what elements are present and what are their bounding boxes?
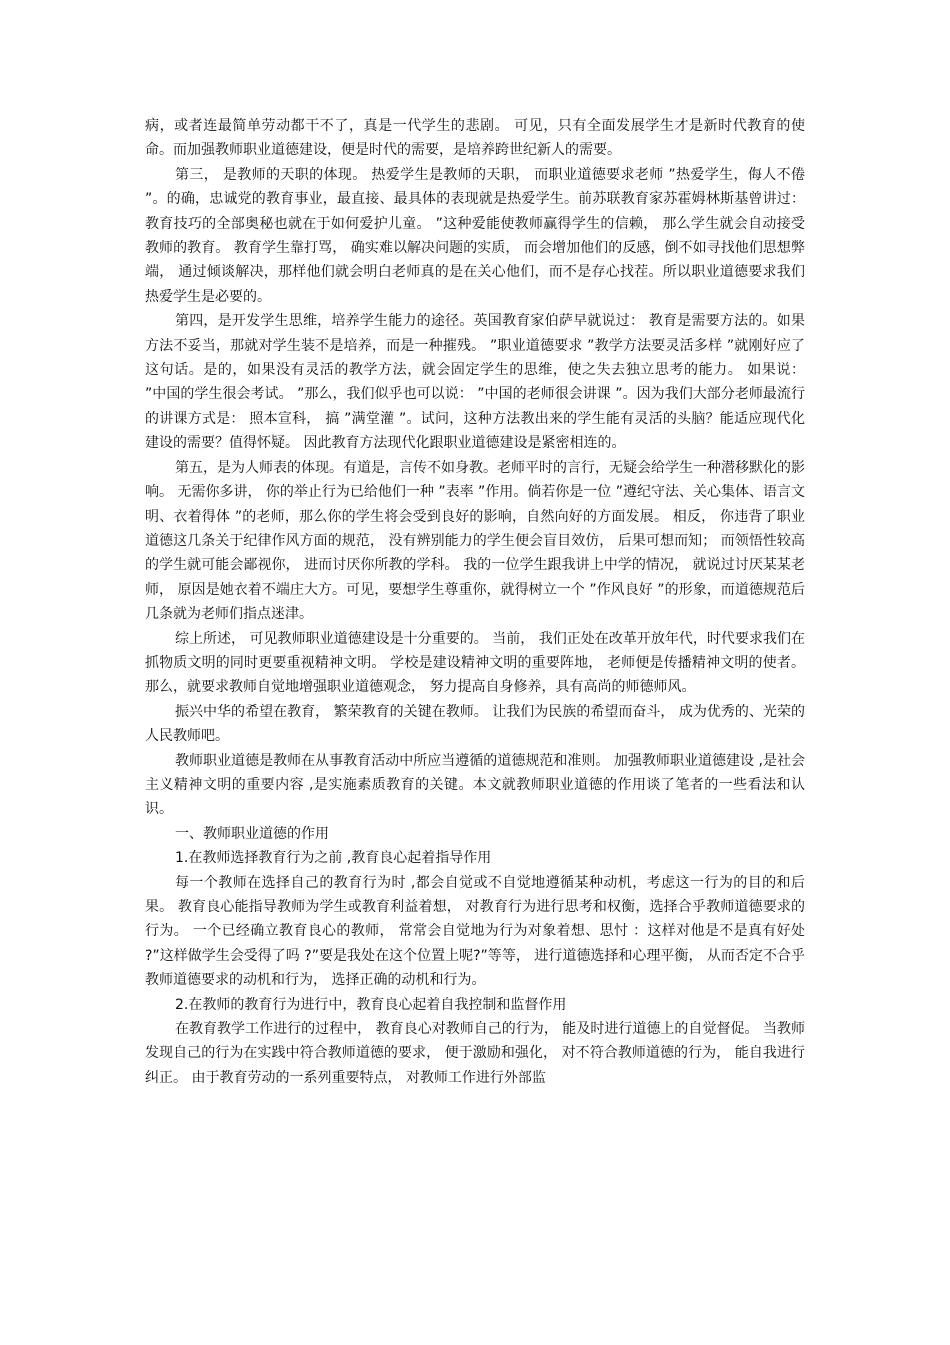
subsection-heading-1: 1.在教师选择教育行为之前 ,教育良心起着指导作用 [175,850,492,867]
paragraph-intro: 教师职业道德是教师在从事教育活动中所应当遵循的道德规范和准则。 加强教师职业道德建设 ,是社会主义精神文明的重要内容 ,是实施素质教育的关键。本文就教师职业道德的作用谈了笔者的一些看法和认识。 [145,752,805,818]
paragraph-fourth-point: 第四，是开发学生思维，培养学生能力的途径。英国教育家伯萨早就说过： 教育是需要方法的。如果方法不妥当，那就对学生装不是培养，而是一种摧残。 ”职业道德要求 ”教学方法要灵活多样 ”就刚好应了这句话。是的，如果没有灵活的教学方法，就会固定学生的思维，使之失去独立思考的能力。 如果说： ”中国的学生很会考试。 ”那么，我们似乎也可以说： ”中国的老师很会讲课 ”。因为我们大部分老师最流行的讲课方式是： 照本宣科， 搞 ”满堂灌 ”。试问，这种方法教出来的学生能有灵活的头脑？能适应现代化建设的需要？值得怀疑。 因此教育方法现代化跟职业道德建设是紧密相连的。 [145,313,805,452]
paragraph-1: 病，或者连最简单劳动都干不了，真是一代学生的悲剧。 可见，只有全面发展学生才是新时代教育的使命。而加强教师职业道德建设，便是时代的需要，是培养跨世纪新人的需要。 [145,118,805,159]
paragraph-subsection-1: 每一个教师在选择自己的教育行为时 ,都会自觉或不自觉地遵循某种动机，考虑这一行为的目的和后果。 教育良心能指导教师为学生或教育利益着想， 对教育行为进行思考和权衡，选择合乎教师道德要求的行为。 一个已经确立教育良心的教师， 常常会自觉地为行为对象着想、思忖 ：这样对他是不是真有好处 ?”这样做学生会受得了吗 ?”要是我处在这个位置上呢?”等等， 进行道德选择和心理平衡， 从而否定不合乎教师道德要求的动机和行为， 选择正确的动机和行为。 [145,874,805,989]
paragraph-slogan: 振兴中华的希望在教育， 繁荣教育的关键在教师。 让我们为民族的希望而奋斗， 成为优秀的、光荣的人民教师吧。 [145,703,805,745]
paragraph-third-point: 第三， 是教师的天职的体现。 热爱学生是教师的天职， 而职业道德要求老师 ”热爱学生，侮人不倦 ”。的确，忠诚党的教育事业，最直接、最具体的表现就是热爱学生。前苏联教育家苏霍姆林斯基曾讲过： 教育技巧的全部奥秘也就在于如何爱护儿童。 ”这种爱能使教师赢得学生的信赖， 那么学生就会自动接受教师的教育。 教育学生靠打骂， 确实难以解决问题的实质， 而会增加他们的反感，倒不如寻找他们思想弊端， 通过倾谈解决，那样他们就会明白老师真的是在关心他们，而不是存心找茬。所以职业道德要求我们热爱学生是必要的。 [145,166,805,305]
paragraph-subsection-2: 在教育教学工作进行的过程中， 教育良心对教师自己的行为， 能及时进行道德上的自觉督促。 当教师发现自己的行为在实践中符合教师道德的要求， 便于激励和强化， 对不符合教师道德的行为， 能自我进行纠正。 由于教育劳动的一系列重要特点， 对教师工作进行外部监 [145,1021,805,1086]
subsection-heading-2: 2.在教师的教育行为进行中，教育良心起着自我控制和监督作用 [175,996,567,1013]
section-heading: 一、教师职业道德的作用 [175,825,329,842]
document-page [145,114,805,1090]
paragraph-fifth-point: 第五，是为人师表的体现。有道是，言传不如身教。老师平时的言行，无疑会给学生一种潜移默化的影响。 无需你多讲， 你的举止行为已给他们一种 ”表率 ”作用。倘若你是一位 ”遵纪守法、关心集体、语言文明、衣着得体 ”的老师，那么你的学生将会受到良好的影响，自然向好的方面发展。 相反， 你违背了职业道德这几条关于纪律作风方面的规范， 没有辨别能力的学生便会盲目效仿， 后果可想而知； 而领悟性较高的学生就可能会鄙视你， 进而讨厌你所教的学科。 我的一位学生跟我讲上中学的情况， 就说过讨厌某某老师， 原因是她衣着不端庄大方。可见，要想学生尊重你，就得树立一个 ”作风良好 ”的形象，而道德规范后几条就为老师们指点迷津。 [145,459,806,623]
paragraph-summary: 综上所述， 可见教师职业道德建设是十分重要的。 当前， 我们正处在改革开放年代，时代要求我们在抓物质文明的同时更要重视精神文明。 学校是建设精神文明的重要阵地， 老师便是传播精神文明的使者。 那么，就要求教师自觉地增强职业道德观念， 努力提高自身修养，具有高尚的师德师风。 [145,630,805,696]
